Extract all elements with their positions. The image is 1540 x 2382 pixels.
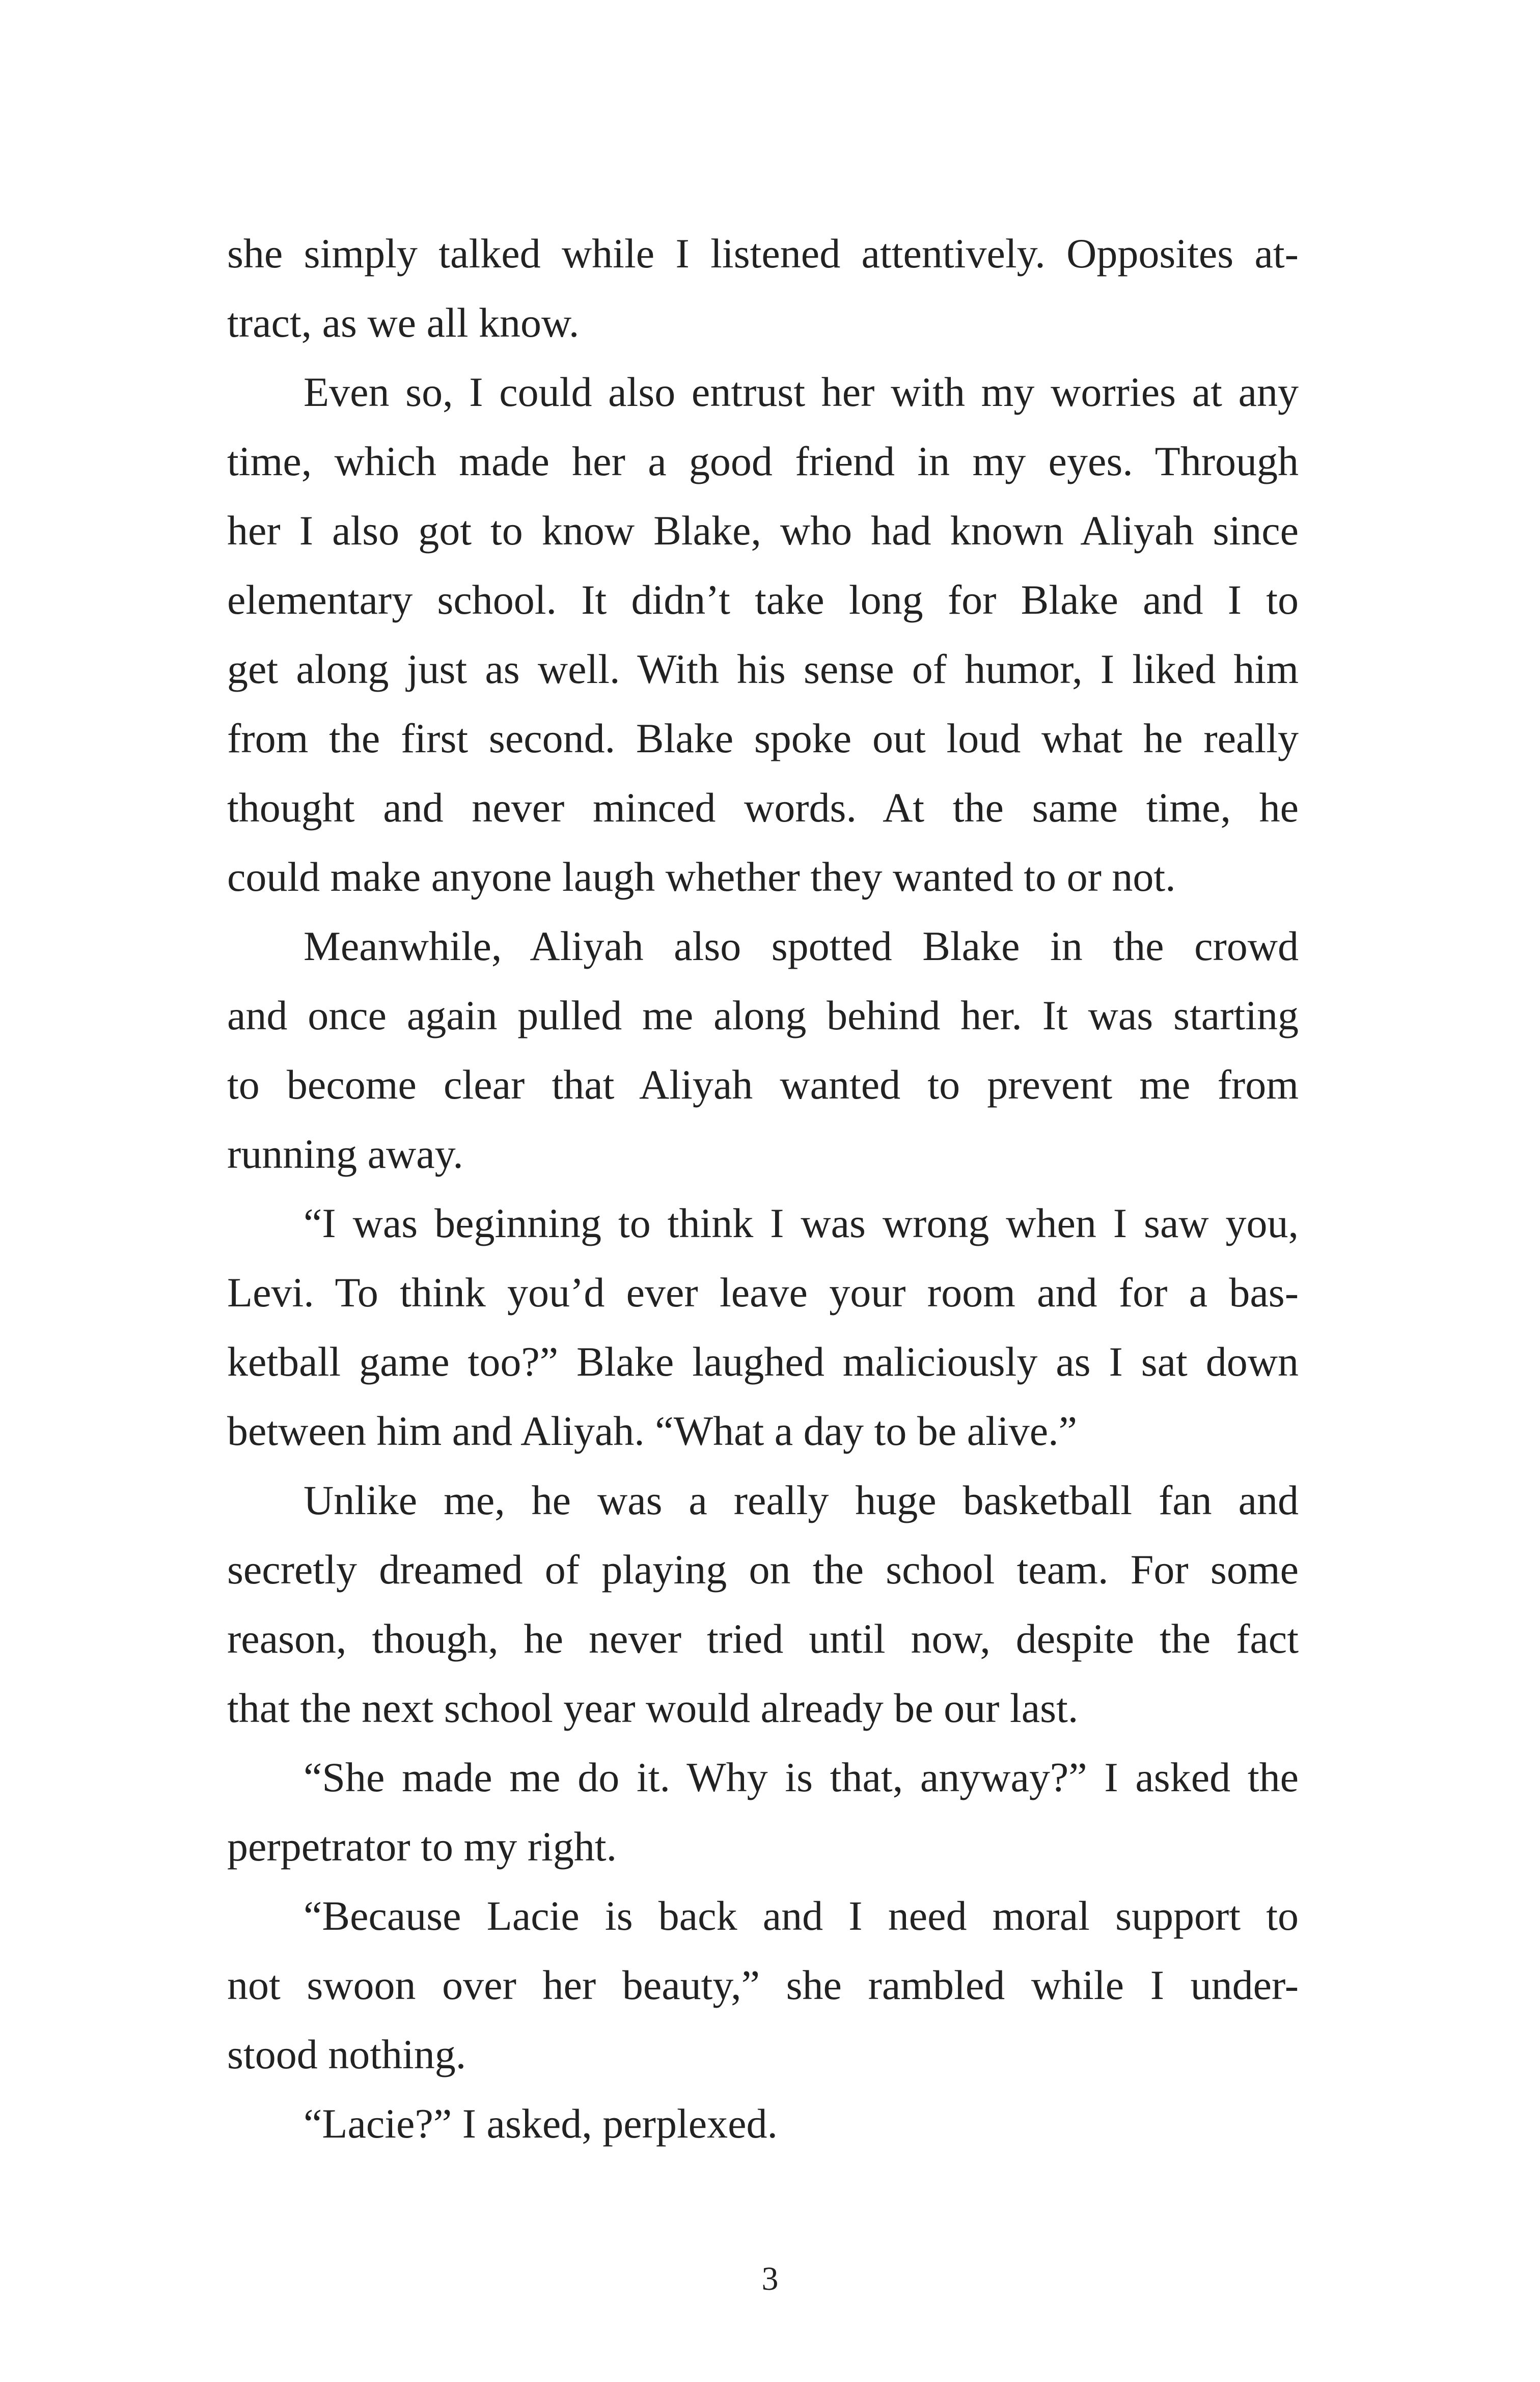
text-line: stood nothing.	[227, 2031, 466, 2077]
text-line: elementary school. It didn’t take long for Blake and I to	[227, 577, 1299, 623]
text-line: between him and Aliyah. “What a day to be alive.”	[227, 1408, 1077, 1454]
text-line: not swoon over her beauty,” she rambled while I under-	[227, 1962, 1299, 2008]
text-line: “I was beginning to think I was wrong when I saw you,	[304, 1200, 1299, 1246]
text-line: tract, as we all know.	[227, 299, 580, 346]
book-page-text	[227, 219, 1299, 2158]
text-line: “Because Lacie is back and I need moral support to	[304, 1893, 1299, 1939]
text-line: thought and never minced words. At the same time, he	[227, 784, 1299, 831]
text-line: she simply talked while I listened attentively. Opposites at-	[227, 230, 1299, 277]
text-line: get along just as well. With his sense of humor, I liked him	[227, 646, 1299, 692]
text-line: Meanwhile, Aliyah also spotted Blake in the crowd	[304, 923, 1299, 969]
text-line: “She made me do it. Why is that, anyway?” I asked the	[304, 1754, 1299, 1800]
text-line: ketball game too?” Blake laughed maliciously as I sat down	[227, 1338, 1299, 1385]
text-line: time, which made her a good friend in my eyes. Through	[227, 438, 1299, 484]
text-line: from the first second. Blake spoke out loud what he really	[227, 715, 1299, 761]
text-line: to become clear that Aliyah wanted to prevent me from	[227, 1061, 1299, 1108]
text-line: could make anyone laugh whether they wanted to or not.	[227, 854, 1176, 900]
text-line: Unlike me, he was a really huge basketball fan and	[304, 1477, 1299, 1523]
text-line: running away.	[227, 1131, 463, 1177]
text-line: her I also got to know Blake, who had known Aliyah since	[227, 507, 1299, 554]
text-line: perpetrator to my right.	[227, 1823, 617, 1870]
text-line: Levi. To think you’d ever leave your room and for a bas-	[227, 1269, 1299, 1316]
text-line: reason, though, he never tried until now, despite the fact	[227, 1616, 1299, 1662]
page-number: 3	[761, 2260, 779, 2297]
text-line: secretly dreamed of playing on the school team. For some	[227, 1546, 1299, 1593]
text-line: that the next school year would already be our last.	[227, 1685, 1079, 1731]
text-line: Even so, I could also entrust her with my worries at any	[304, 369, 1299, 415]
text-line: and once again pulled me along behind her. It was starting	[227, 992, 1299, 1038]
text-line: “Lacie?” I asked, perplexed.	[304, 2100, 778, 2147]
